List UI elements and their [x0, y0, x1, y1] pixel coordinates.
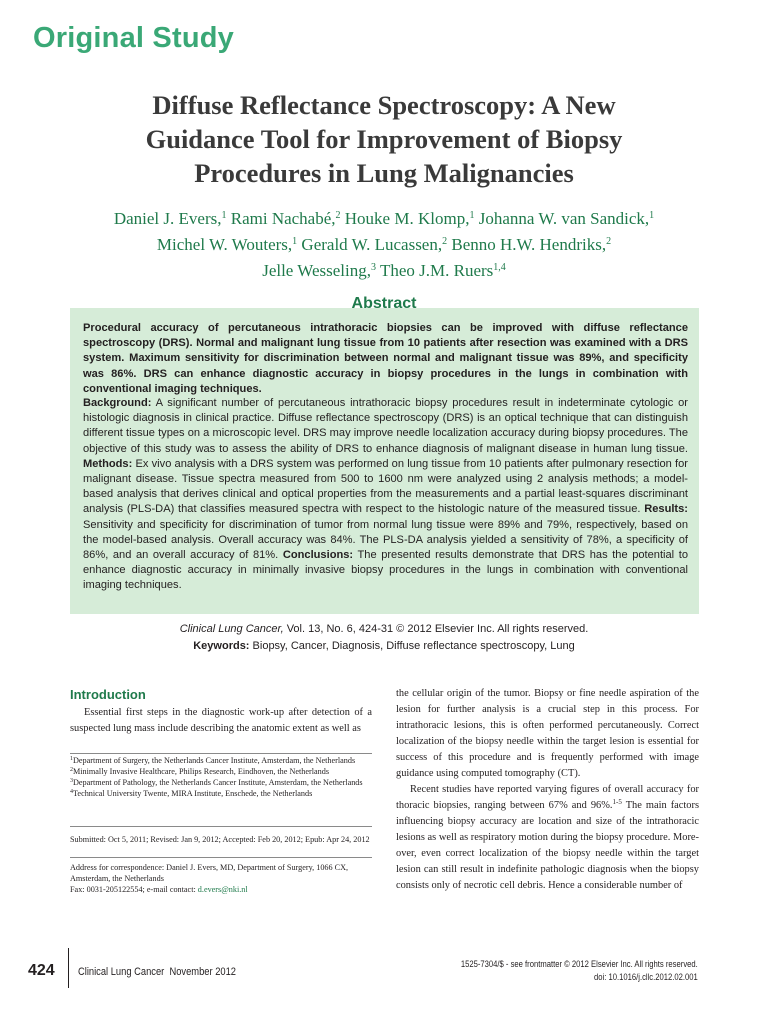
affiliation: $^2$Minimally Invasive Healthcare, Philips Research, Eindhoven, the Netherlands — [70, 767, 330, 776]
author: Jelle Wesseling,$^3$ — [262, 261, 377, 280]
abstract-heading: Abstract — [351, 295, 417, 312]
paragraph: Essential first steps in the diagnostic work-up after detection of a suspected lung mass include describing the anatomic extent as well as — [70, 707, 372, 734]
affiliation: $^1$Department of Surgery, the Netherlands Cancer Institute, Amsterdam, the Netherlands — [70, 756, 356, 765]
affiliation-footnotes — [70, 755, 372, 799]
footnote-divider — [70, 826, 372, 827]
title-line: Diffuse Reflectance Spectroscopy: A New — [152, 90, 616, 120]
journal-footer: Clinical Lung Cancer November 2012 — [78, 966, 237, 978]
background-label: Background: — [83, 397, 152, 409]
section-label: Original Study — [33, 22, 234, 54]
email-link[interactable]: d.evers@nki.nl — [197, 885, 248, 894]
correspondence-address: Address for correspondence: Daniel J. Evers, MD, Department of Surgery, 1066 CX, Amsterdam, the Netherlands Fax: 0031-205122554; e-mail contact: d.evers@nki.nl — [70, 863, 349, 894]
keywords-line: Keywords: Biopsy, Cancer, Diagnosis, Diffuse reflectance spectroscopy, Lung — [193, 640, 575, 652]
author: Rami Nachabé,$^2$ — [230, 209, 341, 228]
conclusions-label: Conclusions: — [282, 549, 354, 562]
left-column-text — [70, 705, 372, 737]
author: Theo J.M. Ruers$^{1,4}$ — [379, 261, 506, 280]
author: Benno H.W. Hendriks,$^2$ — [451, 235, 612, 254]
doi-line[interactable]: doi: 10.1016/j.cllc.2012.02.001 — [594, 972, 698, 982]
footer-copyright — [461, 958, 698, 984]
submission-dates: Submitted: Oct 5, 2011; Revised: Jan 9, 2012; Accepted: Feb 20, 2012; Epub: Apr 24, 2012 — [70, 835, 370, 844]
footnote-divider — [70, 857, 372, 858]
paragraph: Recent studies have reported varying figures of overall accuracy for thoracic biopsies, ranging between 67% and 96%.$^{1-5}$ The main factors influencing biopsy accuracy are location and size of the intrathoracic lesions as well as respiratory motion during the biopsy procedure. More-over, even correct localization of the biopsy needle within the target lesion can still result in indefinite pathologic diagnosis when the biopsy consists only of necrotic cell debris. Hence a considerable number of — [396, 784, 699, 891]
page-number: 424 — [28, 962, 55, 979]
keywords-label: Keywords: — [193, 640, 250, 652]
methods-label: Methods: — [83, 457, 133, 470]
results-label: Results: — [644, 503, 688, 516]
author: Houke M. Klomp,$^1$ — [344, 209, 475, 228]
citation-line: Clinical Lung Cancer, Vol. 13, No. 6, 424-31 © 2012 Elsevier Inc. All rights reserved. — [179, 623, 589, 635]
footer-divider — [68, 948, 69, 988]
title-line: Procedures in Lung Malignancies — [194, 158, 574, 188]
article-title — [60, 88, 708, 190]
author: Daniel J. Evers,$^1$ — [113, 209, 227, 228]
abstract-body: Background: A significant number of percutaneous intrathoracic biopsy procedures result in indeterminate cytologic or histologic diagnosis in clinical practice. Diffuse reflectance spectroscopy (DRS) is an optical technique that can distinguish different tissue types on a microscopic level. DRS may improve needle localization accuracy during biopsy procedures. The objective of this study was to assess the ability of DRS to enhance diagnosis of malignant disease in human lung tissue. Methods: Ex vivo analysis with a DRS system was performed on lung tissue from 10 patients after pulmonary resection for malignant disease. Tissue spectra measured from 500 to 1600 nm were analyzed using 2 analysis methods; a model-based analysis that derives clinical and optical properties from the measurements and a partial least-squares discriminant analysis (PLS-DA) that classifies measured spectra with respect to the histologic nature of the measured tissue. Results: Sensitivity and specificity for discrimination of tumor from normal lung tissue were 89% and 79%, respectively, based on the model-based analysis. Overall accuracy was 84%. The PLS-DA analysis yielded a sensitivity of 78%, a specificity of 86%, and an overall accuracy of 81%. Conclusions: The presented results demonstrate that DRS has the potential to enhance diagnostic accuracy in minimally invasive biopsy procedures in the lungs in combination with conventional imaging techniques. — [83, 397, 688, 592]
author: Gerald W. Lucassen,$^2$ — [301, 235, 448, 254]
title-line: Guidance Tool for Improvement of Biopsy — [145, 124, 623, 154]
paragraph: the cellular origin of the tumor. Biopsy or fine needle aspiration of the lesion for further analysis is a crucial step in this process. For intrathoracic lesions, this is often performed percutaneously. Correct localization of the biopsy needle within the target lesion is essential for success of this procedure and is frequently performed with image guidance using computed tomography (CT). — [396, 688, 699, 779]
right-column-text — [396, 686, 699, 894]
journal-name: Clinical Lung Cancer, — [179, 623, 284, 635]
affiliation: $^3$Department of Pathology, the Netherlands Cancer Institute, Amsterdam, the Netherlands — [70, 778, 363, 787]
reference-marker[interactable]: 1-5 — [612, 798, 622, 806]
affiliation: $^4$Technical University Twente, MIRA Institute, Enschede, the Netherlands — [70, 789, 313, 798]
issn-line: 1525-7304/$ - see frontmatter © 2012 Elsevier Inc. All rights reserved. — [461, 959, 698, 969]
author: Johanna W. van Sandick,$^1$ — [478, 209, 655, 228]
footnote-divider — [70, 753, 372, 754]
author-list — [50, 206, 718, 284]
introduction-heading: Introduction — [70, 687, 146, 702]
abstract-summary: Procedural accuracy of percutaneous intrathoracic biopsies can be improved with diffuse reflectance spectroscopy (DRS). Normal and malignant lung tissue from 10 patients after resection was examined with a DRS system. Maximum sensitivity for discrimination between normal and malignant tissue was 89%, and specificity was 86%. DRS can enhance diagnostic accuracy in biopsy procedures in the lungs in combination with conventional imaging techniques. — [83, 322, 688, 395]
author: Michel W. Wouters,$^1$ — [156, 235, 298, 254]
